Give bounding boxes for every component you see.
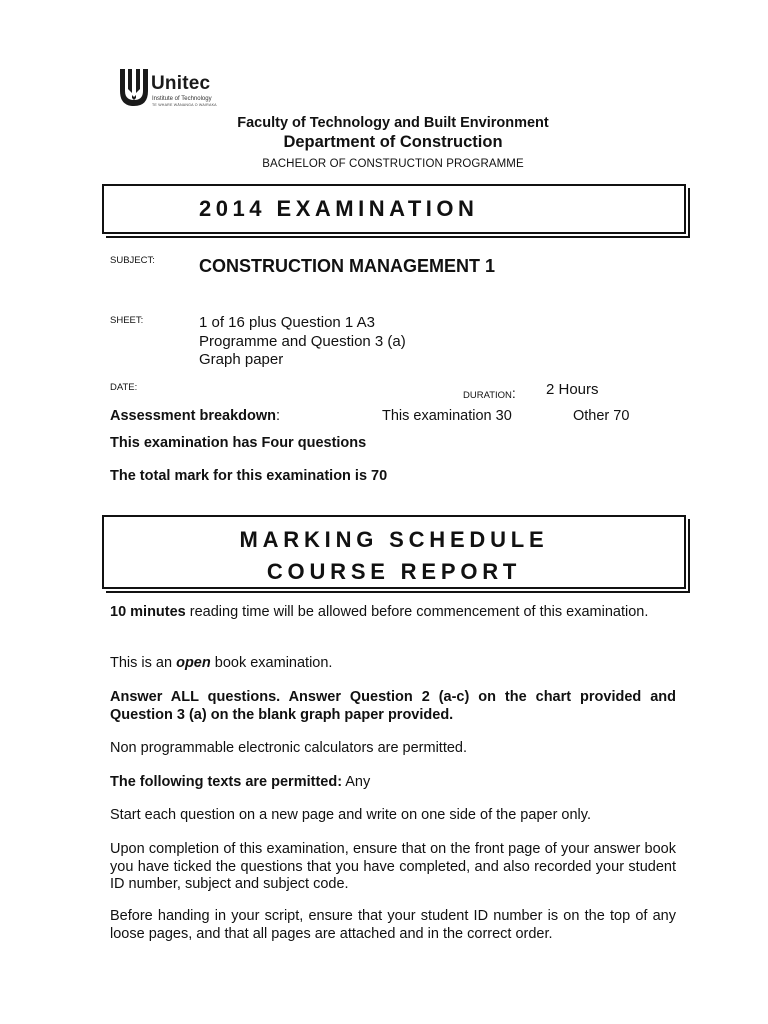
logo-wordmark: Unitec: [151, 73, 211, 94]
duration-value: 2 Hours: [546, 381, 599, 398]
exam-title: 2014 EXAMINATION: [199, 196, 479, 221]
duration-colon: :: [511, 385, 516, 401]
sheet-line: Graph paper: [199, 351, 284, 368]
logo-maori-text: TE WHARE WĀNANGA O WAIRAKA: [152, 103, 217, 107]
assessment-other: Other 70: [573, 408, 630, 424]
open-book-emphasis: open: [176, 655, 211, 671]
permitted-texts-bold: The following texts are permitted:: [110, 774, 343, 790]
faculty-name: Faculty of Technology and Built Environment: [237, 115, 549, 131]
marking-schedule-title: MARKING SCHEDULE: [239, 527, 549, 552]
answer-all-instruction: Answer ALL questions. Answer Question 2 (a-c) on the chart provided and Question 3 (a) on the blank graph paper provided.: [110, 689, 676, 723]
assessment-label-wrap: [110, 408, 280, 424]
logo-subtitle: Institute of Technology: [152, 96, 212, 102]
duration-label: DURATION: [463, 390, 512, 401]
sheet-line: 1 of 16 plus Question 1 A3: [199, 314, 375, 331]
assessment-exam: This examination 30: [382, 408, 512, 424]
sheet-label: SHEET:: [110, 315, 144, 326]
marking-schedule-box: [102, 515, 686, 589]
open-book-instruction: [110, 655, 676, 673]
start-each-instruction: Start each question on a new page and write on one side of the paper only.: [110, 807, 591, 823]
unitec-shield-icon: [118, 67, 150, 109]
permitted-texts-instruction: [110, 774, 676, 792]
unitec-logo: [118, 67, 228, 109]
completion-instruction: Upon completion of this examination, ensure that on the front page of your answer book you have ticked the questions that you have completed, and also recorded your student ID number, subject and subject code.: [110, 841, 676, 892]
reading-time-text: reading time will be allowed before commencement of this examination.: [185, 604, 649, 620]
date-label: DATE:: [110, 382, 138, 393]
sheet-value: [199, 314, 406, 370]
permitted-texts-value: Any: [342, 774, 371, 790]
reading-time-instruction: [110, 604, 676, 622]
programme-name: BACHELOR OF CONSTRUCTION PROGRAMME: [262, 158, 524, 170]
reading-time-bold: 10 minutes: [110, 604, 186, 620]
total-mark: The total mark for this examination is 70: [110, 468, 388, 484]
assessment-colon: :: [276, 408, 281, 424]
department-name: Department of Construction: [283, 133, 503, 151]
course-report-title: COURSE REPORT: [266, 559, 522, 584]
assessment-label: Assessment breakdown: [110, 408, 277, 424]
subject-value: CONSTRUCTION MANAGEMENT 1: [199, 256, 495, 276]
open-book-post: book examination.: [210, 655, 333, 671]
handing-in-instruction: Before handing in your script, ensure that your student ID number is on the top of any loose pages, and that all pages are attached and in the correct order.: [110, 908, 676, 942]
questions-count: This examination has Four questions: [110, 435, 367, 451]
exam-title-box: [102, 184, 686, 234]
sheet-line: Programme and Question 3 (a): [199, 332, 406, 350]
subject-label: SUBJECT:: [110, 255, 155, 266]
calculator-instruction: Non programmable electronic calculators are permitted.: [110, 740, 468, 756]
open-book-pre: This is an: [110, 655, 177, 671]
duration-label-wrap: [463, 385, 516, 403]
